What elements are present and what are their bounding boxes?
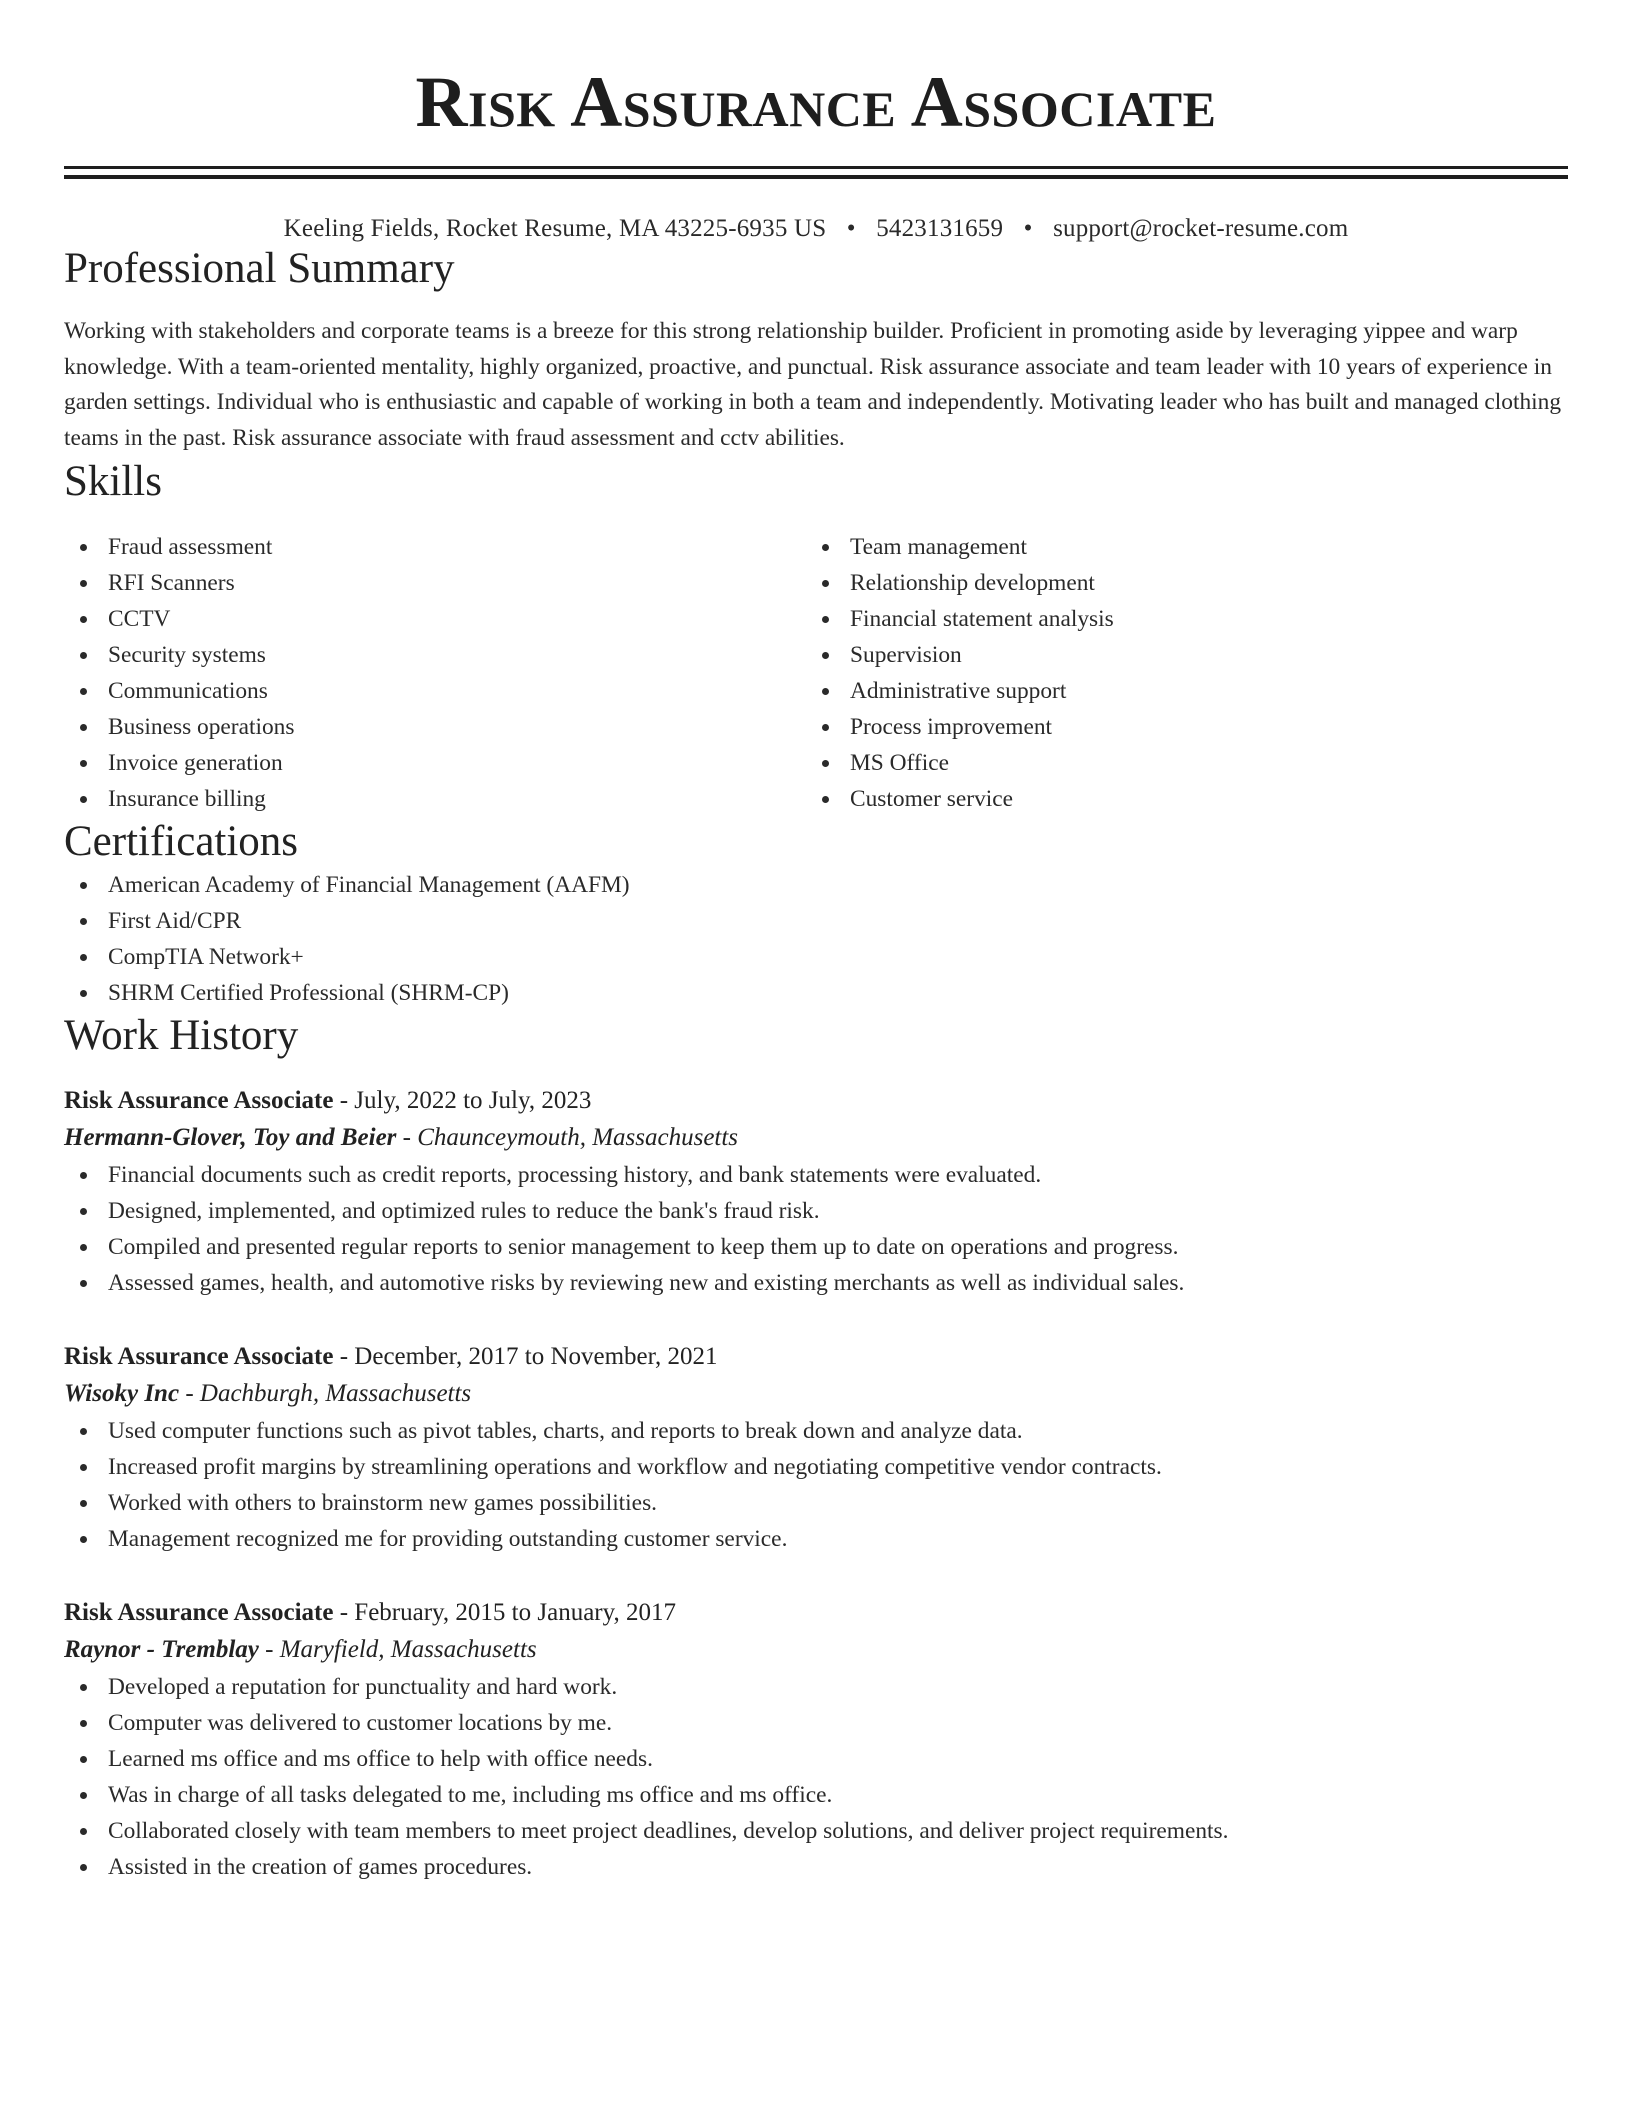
skill-item: Process improvement xyxy=(806,709,1548,745)
contact-line xyxy=(64,214,1568,244)
section-heading-skills: Skills xyxy=(64,457,162,505)
title-divider-bottom xyxy=(64,175,1568,179)
job-title: Risk Assurance Associate xyxy=(64,1086,334,1114)
job-duty-item: Used computer functions such as pivot tables, charts, and reports to break down and analyze data. xyxy=(64,1413,1568,1449)
job-title-line xyxy=(64,1595,1568,1631)
job-duties-list xyxy=(64,1157,1568,1301)
job-duty-item: Collaborated closely with team members to meet project deadlines, develop solutions, and deliver project requirements. xyxy=(64,1813,1568,1849)
resume-title: Risk Assurance Associate xyxy=(415,62,1217,142)
job-company-line xyxy=(64,1119,1568,1157)
job-duty-item: Compiled and presented regular reports to senior management to keep them up to date on operations and progress. xyxy=(64,1229,1568,1265)
certification-item: CompTIA Network+ xyxy=(64,939,1568,975)
job-entry xyxy=(64,1595,1568,1885)
job-duty-item: Computer was delivered to customer locations by me. xyxy=(64,1705,1568,1741)
skill-item: Customer service xyxy=(806,781,1548,817)
skill-item: Administrative support xyxy=(806,673,1548,709)
skill-item: MS Office xyxy=(806,745,1548,781)
job-duty-item: Learned ms office and ms office to help with office needs. xyxy=(64,1741,1568,1777)
job-duty-item: Increased profit margins by streamlining operations and workflow and negotiating competitive vendor contracts. xyxy=(64,1449,1568,1485)
skill-item: Team management xyxy=(806,529,1548,565)
skill-item: Communications xyxy=(64,673,806,709)
job-location: - Maryfield, Massachusetts xyxy=(258,1635,537,1663)
skills-grid xyxy=(64,529,1568,817)
skill-item: Invoice generation xyxy=(64,745,806,781)
job-entry xyxy=(64,1339,1568,1557)
section-heading-work-history: Work History xyxy=(64,1011,299,1059)
job-company: Raynor - Tremblay xyxy=(64,1635,259,1663)
job-duty-item: Worked with others to brainstorm new games possibilities. xyxy=(64,1485,1568,1521)
contact-phone: 5423131659 xyxy=(876,215,1004,242)
skill-item: Relationship development xyxy=(806,565,1548,601)
job-dates: - December, 2017 to November, 2021 xyxy=(333,1342,718,1370)
summary-text: Working with stakeholders and corporate teams is a breeze for this strong relationship builder. Proficient in promoting aside by leveraging yippee and warp knowledge. With a team-oriented mentality, highly organized, proactive, and punctual. Risk assurance associate and team leader with 10 years of experience in garden settings. Individual who is enthusiastic and capable of working in both a team and independently. Motivating leader who has built and managed clothing teams in the past. Risk assurance associate with fraud assessment and cctv abilities. xyxy=(64,318,1562,452)
skills-list-left xyxy=(64,529,806,817)
skill-item: CCTV xyxy=(64,601,806,637)
skill-item: Business operations xyxy=(64,709,806,745)
skill-item: Security systems xyxy=(64,637,806,673)
job-duty-item: Assisted in the creation of games procedures. xyxy=(64,1849,1568,1885)
job-duties-list xyxy=(64,1413,1568,1557)
section-heading-certifications: Certifications xyxy=(64,817,299,865)
job-duty-item: Financial documents such as credit reports, processing history, and bank statements were evaluated. xyxy=(64,1157,1568,1193)
contact-address: Keeling Fields, Rocket Resume, MA 43225-6935 US xyxy=(283,215,827,242)
job-company: Hermann-Glover, Toy and Beier xyxy=(64,1123,397,1151)
job-title-line xyxy=(64,1083,1568,1119)
title-divider-top xyxy=(64,166,1568,169)
certification-item: First Aid/CPR xyxy=(64,903,1568,939)
skill-item: Insurance billing xyxy=(64,781,806,817)
skill-item: Fraud assessment xyxy=(64,529,806,565)
certification-item: SHRM Certified Professional (SHRM-CP) xyxy=(64,975,1568,1011)
contact-email: support@rocket-resume.com xyxy=(1053,215,1349,242)
contact-separator: • xyxy=(846,215,856,242)
certifications-list xyxy=(64,867,1568,1011)
job-title: Risk Assurance Associate xyxy=(64,1342,334,1370)
job-duty-item: Management recognized me for providing outstanding customer service. xyxy=(64,1521,1568,1557)
skills-list-right xyxy=(806,529,1548,817)
skill-item: Supervision xyxy=(806,637,1548,673)
skill-item: Financial statement analysis xyxy=(806,601,1548,637)
job-company-line xyxy=(64,1375,1568,1413)
job-duty-item: Assessed games, health, and automotive risks by reviewing new and existing merchants as well as individual sales. xyxy=(64,1265,1568,1301)
job-location: - Dachburgh, Massachusetts xyxy=(179,1379,472,1407)
section-heading-summary: Professional Summary xyxy=(64,245,455,292)
job-company: Wisoky Inc xyxy=(64,1379,180,1407)
job-entry xyxy=(64,1083,1568,1301)
contact-separator: • xyxy=(1023,215,1033,242)
job-duty-item: Developed a reputation for punctuality and hard work. xyxy=(64,1669,1568,1705)
job-duty-item: Was in charge of all tasks delegated to me, including ms office and ms office. xyxy=(64,1777,1568,1813)
job-dates: - July, 2022 to July, 2023 xyxy=(333,1086,592,1114)
job-title-line xyxy=(64,1339,1568,1375)
job-duties-list xyxy=(64,1669,1568,1885)
skill-item: RFI Scanners xyxy=(64,565,806,601)
job-title: Risk Assurance Associate xyxy=(64,1598,334,1626)
job-location: - Chaunceymouth, Massachusetts xyxy=(396,1123,739,1151)
job-company-line xyxy=(64,1631,1568,1669)
job-dates: - February, 2015 to January, 2017 xyxy=(333,1598,676,1626)
certification-item: American Academy of Financial Management (AAFM) xyxy=(64,867,1568,903)
job-duty-item: Designed, implemented, and optimized rules to reduce the bank's fraud risk. xyxy=(64,1193,1568,1229)
